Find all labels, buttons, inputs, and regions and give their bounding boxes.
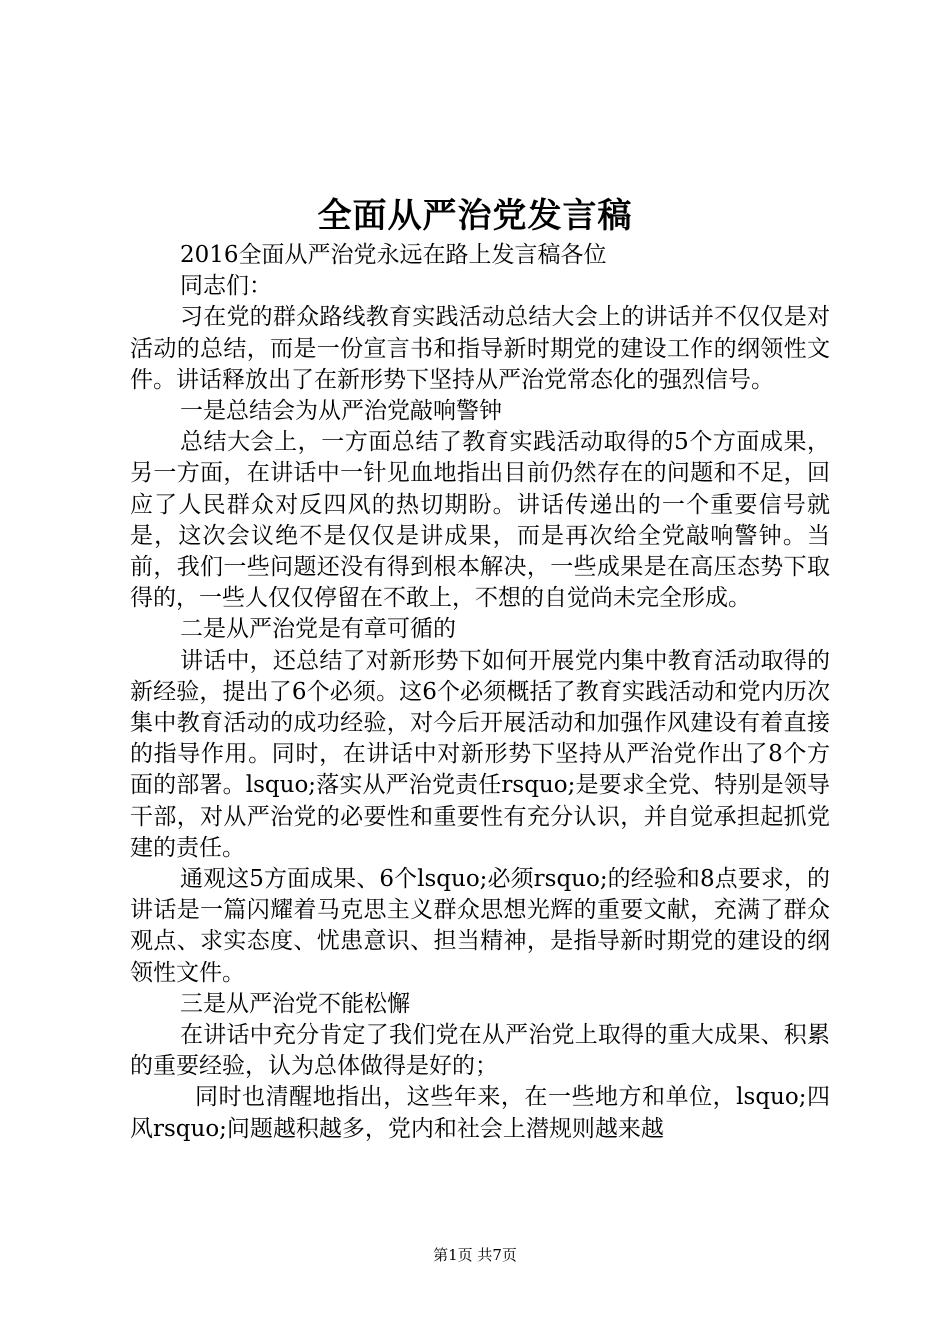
section-heading-2: 二是从严治党是有章可循的 [180,616,456,643]
paragraph-section-3-cont: 同时也清醒地指出，这些年来，在一些地方和单位，lsquo;四风rsquo;问题越积越多，党内和社会上潜规则越来越 [130,1084,830,1142]
page-footer: 第1页 共7页 [433,1246,517,1264]
section-heading-3: 三是从严治党不能松懈 [180,990,410,1017]
paragraph-section-3: 在讲话中充分肯定了我们党在从严治党上取得的重大成果、积累的重要经验，认为总体做得是好的； [130,1022,830,1080]
paragraph-intro: 习在党的群众路线教育实践活动总结大会上的讲话并不仅仅是对活动的总结，而是一份宣言书和指导新时期党的建设工作的纲领性文件。讲话释放出了在新形势下坚持从严治党常态化的强烈信号。 [130,304,830,393]
paragraph-greeting: 2016全面从严治党永远在路上发言稿各位 [180,242,607,268]
paragraph-section-1: 总结大会上，一方面总结了教育实践活动取得的5个方面成果，另一方面，在讲话中一针见血地指出目前仍然存在的问题和不足，回应了人民群众对反四风的热切期盼。讲话传递出的一个重要信号就是，这次会议绝不是仅仅是讲成果，而是再次给全党敲响警钟。当前，我们一些问题还没有得到根本解决，一些成果是在高压态势下取得的，一些人仅仅停留在不敢上，不想的自觉尚未完全形成。 [130,429,830,612]
section-heading-1: 一是总结会为从严治党敲响警钟 [180,398,502,425]
paragraph-section-2: 讲话中，还总结了对新形势下如何开展党内集中教育活动取得的新经验，提出了6个必须。这6个必须概括了教育实践活动和党内历次集中教育活动的成功经验，对今后开展活动和加强作风建设有着直接的指导作用。同时，在讲话中对新形势下坚持从严治党作出了8个方面的部署。lsquo;落实从严治党责任rsquo;是要求全党、特别是领导干部，对从严治党的必要性和重要性有充分认识，并自觉承担起抓党建的责任。 [130,647,830,861]
document-body [130,240,830,1145]
document-title: 全面从严治党发言稿 [317,196,633,236]
paragraph-salutation: 同志们： [180,273,272,300]
paragraph-summary: 通观这5方面成果、6个lsquo;必须rsquo;的经验和8点要求，的讲话是一篇闪耀着马克思主义群众思想光辉的重要文献，充满了群众观点、求实态度、忧患意识、担当精神，是指导新时期党的建设的纲领性文件。 [130,866,830,986]
